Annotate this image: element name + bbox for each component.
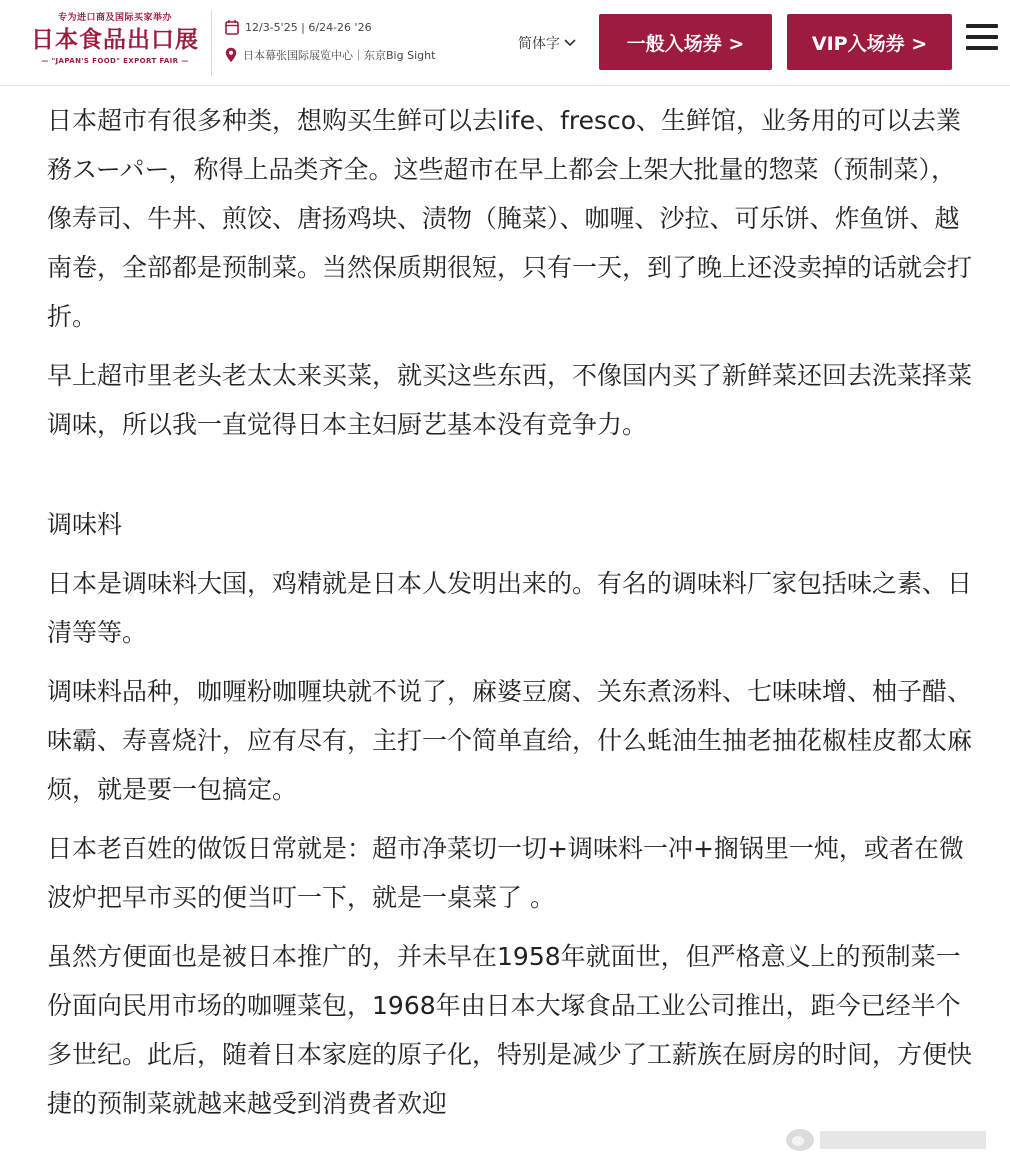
article-paragraph: 早上超市里老头老太太来买菜，就买这些东西，不像国内买了新鲜菜还回去洗菜择菜调味，所以我一直觉得日本主妇厨艺基本没有竞争力。 <box>47 361 973 439</box>
logo-subtitle: — "JAPAN'S FOOD" EXPORT FAIR — <box>41 57 189 65</box>
article-paragraph: 虽然方便面也是被日本推广的，并未早在1958年就面世，但严格意义上的预制菜一份面向民用市场的咖喱菜包，1968年由日本大塚食品工业公司推出，距今已经半个多世纪。此后，随着日本家庭的原子化，特别是减少了工薪族在厨房的时间，方便快捷的预制菜就越来越受到消费者欢迎 <box>47 942 973 1118</box>
article-paragraph: 调味料品种，咖喱粉咖喱块就不说了，麻婆豆腐、关东煮汤料、七味味增、柚子醋、味霸、寿喜烧汁，应有尽有，主打一个简单直给，什么蚝油生抽老抽花椒桂皮都太麻烦，就是要一包搞定。 <box>47 677 973 804</box>
calendar-icon <box>225 19 239 35</box>
header-divider <box>211 10 212 76</box>
article-paragraph: 日本超市有很多种类，想购买生鲜可以去life、fresco、生鲜馆，业务用的可以去業務スーパー，称得上品类齐全。这些超市在早上都会上架大批量的惣菜（预制菜），像寿司、牛丼、煎饺、唐扬鸡块、渍物（腌菜）、咖喱、沙拉、可乐饼、炸鱼饼、越南卷，全部都是预制菜。当然保质期很短，只有一天，到了晚上还没卖掉的话就会打折。 <box>47 106 973 331</box>
event-dates <box>225 18 372 36</box>
article-paragraph: 日本是调味料大国，鸡精就是日本人发明出来的。有名的调味料厂家包括味之素、日清等等。 <box>47 569 973 647</box>
section-heading: 调味料 <box>47 510 123 539</box>
language-selector[interactable] <box>518 33 577 53</box>
site-header <box>0 0 1010 86</box>
watermark <box>778 1118 998 1160</box>
site-logo[interactable] <box>30 12 200 74</box>
event-dates-text: 12/3-5'25 | 6/24-26 '26 <box>245 20 372 34</box>
general-ticket-button[interactable]: 一般入场券 > <box>599 14 772 70</box>
language-label: 简体字 <box>518 36 560 52</box>
location-pin-icon <box>225 47 237 63</box>
article-paragraph: 日本老百姓的做饭日常就是：超市净菜切一切+调味料一冲+搁锅里一炖，或者在微波炉把早市买的便当叮一下，就是一桌菜了 。 <box>47 834 964 912</box>
logo-title: 日本食品出口展 <box>31 26 199 53</box>
hamburger-menu-icon[interactable] <box>966 24 998 54</box>
event-venue-text: 日本幕张国际展览中心｜东京Big Sight <box>243 49 436 62</box>
vip-ticket-button[interactable]: VIP入场券 > <box>787 14 952 70</box>
article-body <box>47 96 972 1138</box>
logo-tagline: 专为进口商及国际买家举办 <box>57 13 172 23</box>
chevron-down-icon <box>563 38 577 48</box>
event-venue <box>225 46 435 64</box>
